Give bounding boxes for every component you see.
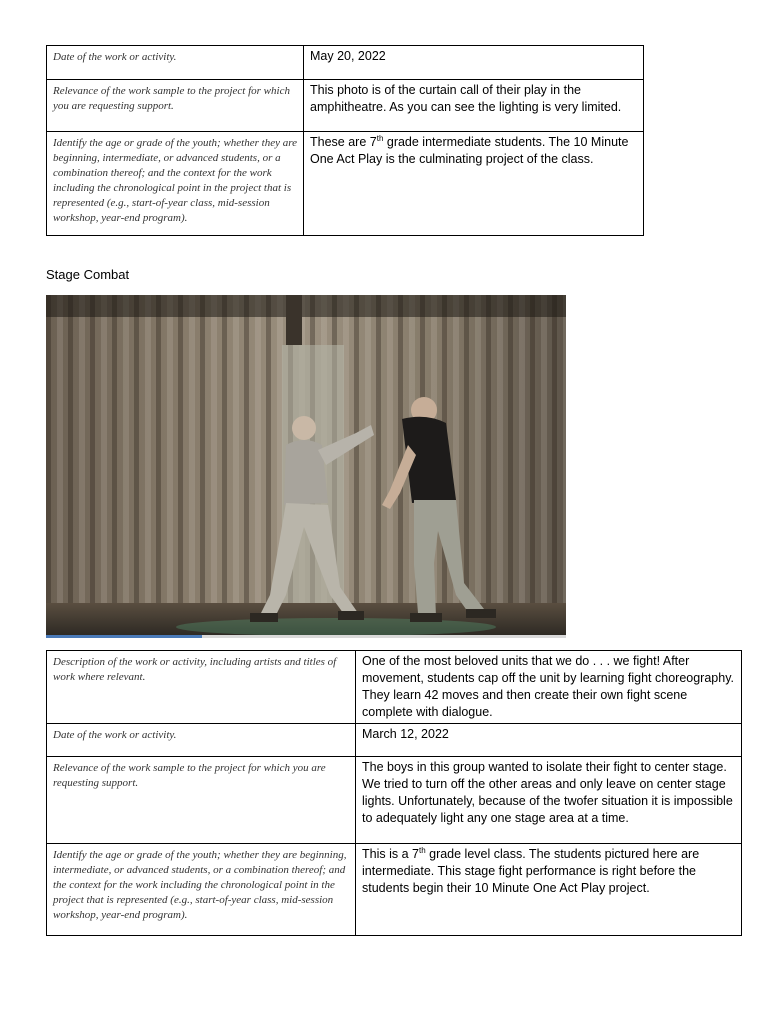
- photo-caption-bar-accent: [46, 635, 202, 638]
- table-row: [47, 724, 742, 757]
- question-cell: Identify the age or grade of the youth; whether they are beginning, intermediate, or advanced students, or a combination thereof; and the context for the work including the chronological point in the project that is represented (e.g., start-of-year class, mid-session workshop, year-end program).: [47, 132, 304, 236]
- table-row: [47, 132, 644, 236]
- table-row: [47, 844, 742, 936]
- question-cell: Relevance of the work sample to the project for which you are requesting support.: [47, 80, 304, 132]
- answer-cell: One of the most beloved units that we do . . . we fight! After movement, students cap off the unit by learning fight choreography. They learn 42 moves and then create their own fight scene complete with dialogue.: [356, 651, 742, 724]
- stage-combat-photo: [46, 295, 566, 635]
- work-sample-table-2: [46, 650, 742, 936]
- table-row: [47, 651, 742, 724]
- answer-text-post: grade intermediate students. The 10 Minute One Act Play is the culminating project of the class.: [310, 135, 629, 166]
- answer-cell: [304, 132, 644, 236]
- answer-cell: March 12, 2022: [356, 724, 742, 757]
- photo-caption-bar: [46, 635, 566, 638]
- question-cell: Relevance of the work sample to the project for which you are requesting support.: [47, 757, 356, 844]
- answer-cell: May 20, 2022: [304, 46, 644, 80]
- work-sample-table-1: [46, 45, 644, 236]
- answer-text-pre: These are 7: [310, 135, 377, 149]
- table-row: [47, 757, 742, 844]
- question-cell: Description of the work or activity, including artists and titles of work where relevant.: [47, 651, 356, 724]
- question-cell: Date of the work or activity.: [47, 724, 356, 757]
- table-row: [47, 46, 644, 80]
- answer-cell: [356, 844, 742, 936]
- answer-text-post: grade level class. The students pictured here are intermediate. This stage fight performance is right before the students begin their 10 Minute One Act Play project.: [362, 847, 700, 895]
- answer-cell: This photo is of the curtain call of their play in the amphitheatre. As you can see the lighting is very limited.: [304, 80, 644, 132]
- table-row: [47, 80, 644, 132]
- question-cell: Identify the age or grade of the youth; whether they are beginning, intermediate, or advanced students, or a combination thereof; and the context for the work including the chronological point in the project that is represented (e.g., start-of-year class, mid-session workshop, year-end program).: [47, 844, 356, 936]
- answer-text-pre: This is a 7: [362, 847, 419, 861]
- ordinal-suffix: th: [376, 133, 384, 143]
- question-cell: Date of the work or activity.: [47, 46, 304, 80]
- ordinal-suffix: th: [418, 845, 426, 855]
- answer-cell: The boys in this group wanted to isolate their fight to center stage. We tried to turn off the other areas and only leave on center stage lights. Unfortunately, because of the twofer situation it is impossible to adequately light any one stage area at a time.: [356, 757, 742, 844]
- section-heading: Stage Combat: [46, 267, 130, 282]
